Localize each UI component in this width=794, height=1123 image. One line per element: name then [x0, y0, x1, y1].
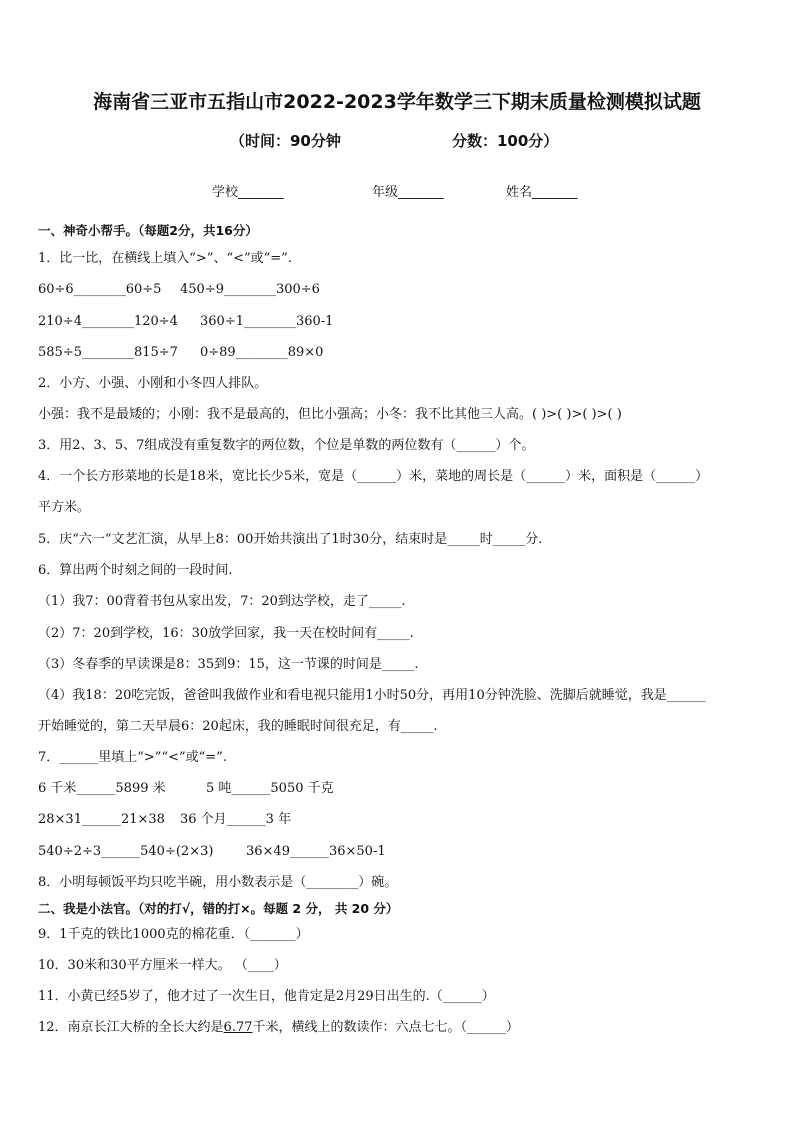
- question-12-suffix: 千米，横线上的数读作：六点七七。（______）: [252, 1020, 520, 1035]
- question-11: 11．小黄已经5岁了，他才过了一次生日，他肯定是2月29日出生的.（______）: [38, 989, 495, 1004]
- q1-row2-b: 360÷1________360-1: [200, 314, 334, 329]
- question-9: 9．1千克的铁比1000克的棉花重．（_______）: [38, 927, 309, 942]
- q7-row3-a: 540÷2÷3______540÷(2×3): [38, 844, 214, 859]
- question-10: 10．30米和30平方厘米一样大。 （____）: [38, 958, 287, 973]
- q7-row2-a: 28×31______21×38: [38, 812, 165, 827]
- q7-row1-a: 6 千米______5899 米: [38, 781, 166, 796]
- question-12-prefix: 12．南京长江大桥的全长大约是: [38, 1020, 224, 1035]
- section1-heading: 一、神奇小帮手。（每题2分，共16分）: [38, 223, 258, 238]
- question-2: 2．小方、小强、小刚和小冬四人排队。: [38, 376, 268, 391]
- question-12-number: 6.77: [223, 1020, 253, 1035]
- q1-row3-b: 0÷89________89×0: [200, 345, 324, 360]
- question-6-4-line1: （4）我18：20吃完饭，爸爸叫我做作业和看电视只能用1小时50分，再用10分钟洗脸、洗脚后就睡觉，我是______: [38, 688, 706, 703]
- question-6-4-line2: 开始睡觉的，第二天早晨6：20起床，我的睡眠时间很充足，有_____.: [38, 719, 438, 734]
- question-6-2: （2）7：20到学校，16：30放学回家，我一天在校时间有_____.: [38, 626, 414, 641]
- question-5: 5．庆“六一”文艺汇演，从早上8：00开始共演出了1时30分，结束时是_____时_____分.: [38, 532, 543, 547]
- q7-row1-b: 5 吨______5050 千克: [206, 781, 334, 796]
- q7-row3-b: 36×49______36×50-1: [246, 844, 386, 859]
- question-3: 3．用2、3、5、7组成没有重复数字的两位数，个位是单数的两位数有（______）个。: [38, 438, 535, 453]
- question-6-1: （1）我7：00背着书包从家出发，7：20到达学校，走了_____.: [38, 594, 406, 609]
- q1-row3-a: 585÷5________815÷7: [38, 345, 178, 360]
- question-6: 6．算出两个时刻之间的一段时间.: [38, 563, 233, 578]
- q1-row1-b: 450÷9________300÷6: [180, 282, 320, 297]
- question-2-detail: 小强：我不是最矮的；小刚：我不是最高的，但比小强高；小冬：我不比其他三人高。( )>( )>( )>( ): [38, 407, 622, 422]
- school-field[interactable]: 学校_______: [212, 185, 284, 200]
- q7-row2-b: 36 个月______3 年: [180, 812, 292, 827]
- exam-score: 分数：100分）: [452, 132, 559, 150]
- question-7: 7．______里填上“>”“<”或“=”.: [38, 750, 227, 765]
- name-field[interactable]: 姓名_______: [506, 185, 578, 200]
- question-6-3: （3）冬春季的早读课是8：35到9：15，这一节课的时间是_____.: [38, 657, 419, 672]
- grade-field[interactable]: 年级_______: [372, 185, 444, 200]
- question-12: [38, 1019, 519, 1037]
- q1-row1-a: 60÷6________60÷5: [38, 282, 162, 297]
- section2-heading: 二、我是小法官。（对的打√，错的打×。每题 2 分， 共 20 分）: [38, 901, 399, 916]
- question-1: 1．比一比，在横线上填入“>”、“<”或“=”.: [38, 251, 292, 266]
- q1-row2-a: 210÷4________120÷4: [38, 314, 178, 329]
- exam-title: 海南省三亚市五指山市2022-2023学年数学三下期末质量检测模拟试题: [93, 91, 701, 113]
- exam-time: （时间：90分钟: [230, 132, 341, 150]
- question-4-line2: 平方米。: [38, 500, 91, 515]
- question-8: 8．小明每顿饭平均只吃半碗，用小数表示是（________）碗。: [38, 875, 398, 890]
- question-4-line1: 4．一个长方形菜地的长是18米，宽比长少5米，宽是（______）米，菜地的周长是（______）米，面积是（______）: [38, 469, 709, 484]
